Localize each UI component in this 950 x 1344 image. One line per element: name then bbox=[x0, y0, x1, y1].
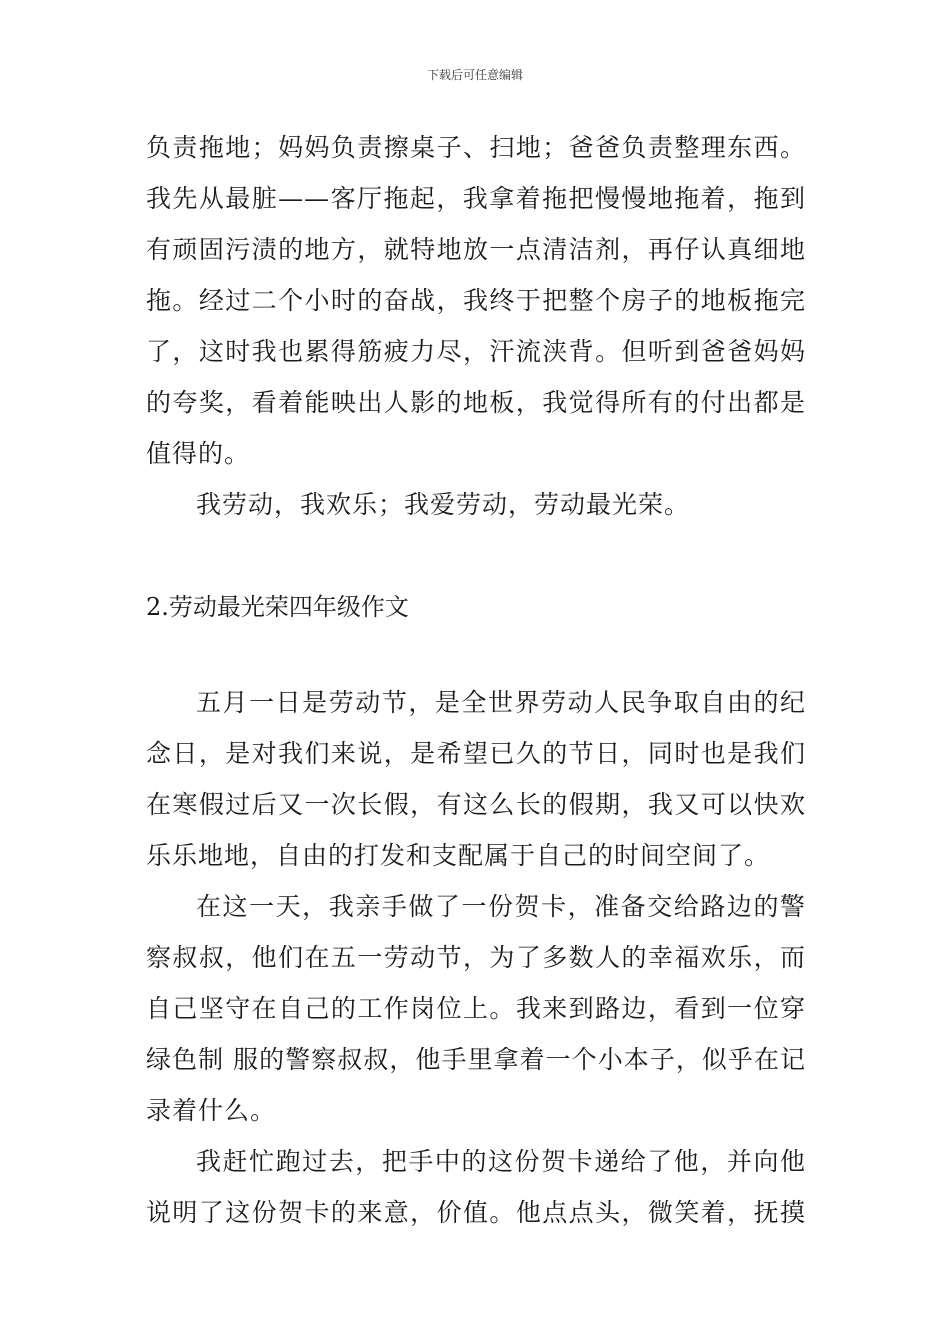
closing-line: 我劳动，我欢乐；我爱劳动，劳动最光荣。 bbox=[196, 490, 691, 519]
spacer bbox=[146, 633, 806, 677]
text-line: 的夸奖，看着能映出人影的地板，我觉得所有的付出都是 bbox=[146, 388, 806, 417]
text-line: 有顽固污渍的地方，就特地放一点清洁剂，再仔认真细地 bbox=[146, 235, 806, 264]
text-line: 念日，是对我们来说，是希望已久的节日，同时也是我们 bbox=[146, 739, 806, 768]
text-line: 拖。经过二个小时的奋战，我终于把整个房子的地板拖完 bbox=[146, 286, 806, 315]
paragraph-1 bbox=[146, 677, 806, 881]
spacer bbox=[146, 530, 806, 582]
section-title: 2.劳动最光荣四年级作文 bbox=[146, 593, 409, 621]
text-line: 乐乐地地，自由的打发和支配属于自己的时间空间了。 bbox=[146, 841, 771, 870]
text-line: 我赶忙跑过去，把手中的这份贺卡递给了他，并向他 bbox=[196, 1147, 806, 1176]
document-body bbox=[146, 122, 806, 1238]
paragraph-3 bbox=[146, 1136, 806, 1238]
text-line: 录着什么。 bbox=[146, 1096, 277, 1125]
text-line: 说明了这份贺卡的来意，价值。他点点头，微笑着，抚摸 bbox=[146, 1198, 806, 1227]
paragraph-2 bbox=[146, 881, 806, 1136]
text-line: 自己坚守在自己的工作岗位上。我来到路边，看到一位穿 bbox=[146, 994, 806, 1023]
text-line: 绿色制 服的警察叔叔，他手里拿着一个小本子，似乎在记 bbox=[146, 1045, 806, 1074]
text-line: 我先从最脏——客厅拖起，我拿着拖把慢慢地拖着，拖到 bbox=[146, 184, 806, 213]
text-line: 察叔叔，他们在五一劳动节，为了多数人的幸福欢乐，而 bbox=[146, 943, 806, 972]
text-line: 值得的。 bbox=[146, 439, 251, 468]
text-line: 了，这时我也累得筋疲力尽，汗流浃背。但听到爸爸妈妈 bbox=[146, 337, 806, 366]
header-note: 下载后可任意编辑 bbox=[426, 68, 523, 82]
paragraph-continuation bbox=[146, 122, 806, 479]
text-line: 在这一天，我亲手做了一份贺卡，准备交给路边的警 bbox=[196, 892, 806, 921]
text-line: 在寒假过后又一次长假，有这么长的假期，我又可以快欢 bbox=[146, 790, 806, 819]
text-line: 五月一日是劳动节，是全世界劳动人民争取自由的纪 bbox=[196, 688, 806, 717]
text-line: 负责拖地；妈妈负责擦桌子、扫地；爸爸负责整理东西。 bbox=[146, 133, 806, 162]
